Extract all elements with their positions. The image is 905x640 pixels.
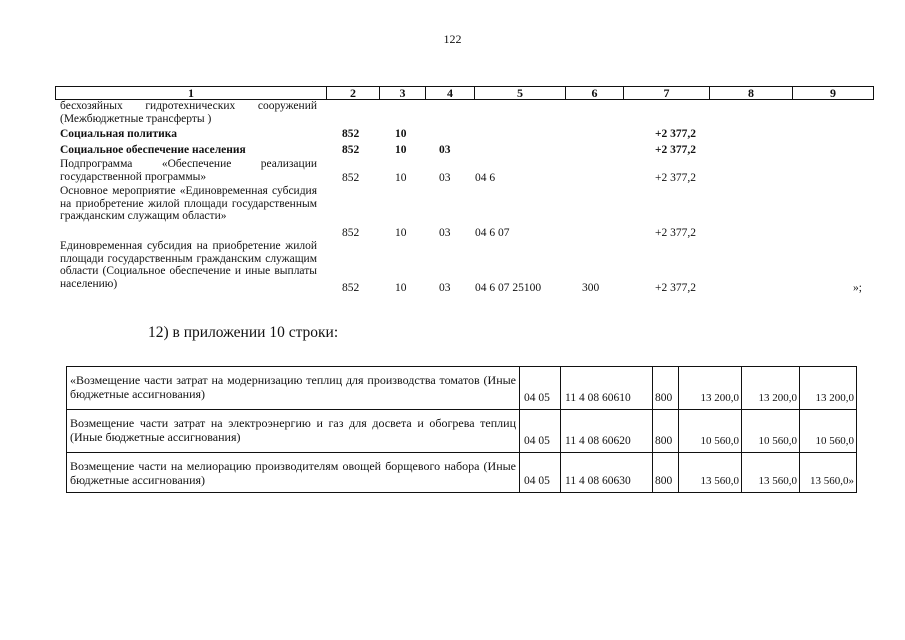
table2-value3-text: 10 560,0 (815, 435, 854, 447)
table2 (66, 366, 857, 493)
table2-cell-value1 (679, 453, 742, 492)
table2-desc-text: Возмещение части на мелиорацию производителям овощей борщевого набора (Иные бюджетные ассигнования) (70, 459, 516, 487)
table1-row-desc: бесхозяйных гидротехнических сооружений (Межбюджетные трансферты ) (60, 100, 317, 125)
table2-section-text: 04 05 (524, 392, 550, 404)
table2-desc-text: «Возмещение части затрат на модернизацию теплиц для производства томатов (Иные бюджетные ассигнования) (70, 373, 516, 401)
table2-row (67, 453, 856, 492)
section-heading: 12) в приложении 10 строки: (148, 324, 339, 341)
table1-cell-col7: +2 377,2 (655, 282, 696, 294)
table2-code-text: 11 4 08 60630 (565, 475, 631, 487)
table1-cell-col4: 03 (439, 172, 451, 184)
table2-value3-text: 13 200,0 (815, 392, 854, 404)
table1-row-desc: Единовременная субсидия на приобретение жилой площади государственным гражданским служащим области (Социальное обеспечение и иные выплаты населению) (60, 240, 317, 290)
table1-cell-col2: 852 (342, 227, 360, 239)
table2-value1-text: 10 560,0 (700, 435, 739, 447)
table1-cell-col2: 852 (342, 282, 360, 294)
table1-cell-col7: +2 377,2 (655, 227, 696, 239)
table2-code-text: 11 4 08 60620 (565, 435, 631, 447)
table1-cell-col7: +2 377,2 (655, 128, 697, 140)
table1-cell-col7: +2 377,2 (655, 172, 696, 184)
table2-cell-value3 (800, 410, 856, 452)
table2-code-text: 11 4 08 60610 (565, 392, 631, 404)
table2-cell-desc (67, 367, 520, 409)
table1-cell-col2: 852 (342, 172, 360, 184)
table1-cell-col4: 03 (439, 144, 451, 156)
table2-cell-section (520, 453, 561, 492)
page-number: 122 (443, 32, 462, 46)
table1-cell-col3: 10 (395, 144, 407, 156)
table2-value1-text: 13 560,0 (700, 475, 739, 487)
table2-value1-text: 13 200,0 (700, 392, 739, 404)
table1-header-col7: 7 (663, 86, 670, 100)
table1-row-desc: Подпрограмма «Обеспечение реализации государственной программы» (60, 158, 317, 183)
table2-row (67, 367, 856, 409)
table1-row-desc: Основное мероприятие «Единовременная субсидия на приобретение жилой площади государственным гражданским служащим области» (60, 185, 317, 222)
table1-header-row (55, 86, 874, 100)
table1-row-desc: Социальная политика (60, 128, 177, 140)
table2-type-text: 800 (655, 435, 673, 447)
table2-value2-text: 13 200,0 (758, 392, 797, 404)
table2-cell-desc (67, 453, 520, 492)
table2-row (67, 410, 856, 452)
table1-cell-col2: 852 (342, 128, 360, 140)
table2-cell-type (653, 367, 679, 409)
table1-end-mark: »; (853, 282, 862, 294)
table1-cell-col6: 300 (582, 282, 600, 294)
table1-cell-col5: 04 6 (475, 172, 496, 184)
table1-header-col1: 1 (188, 86, 194, 100)
table2-cell-value2 (742, 410, 800, 452)
table2-section-text: 04 05 (524, 435, 550, 447)
table2-cell-code (561, 453, 653, 492)
table1-cell-col7: +2 377,2 (655, 144, 697, 156)
table2-cell-type (653, 453, 679, 492)
table2-cell-value1 (679, 410, 742, 452)
table1-cell-col4: 03 (439, 227, 451, 239)
table2-value2-text: 10 560,0 (758, 435, 797, 447)
table1-cell-col4: 03 (439, 282, 451, 294)
table2-desc-text: Возмещение части затрат на электроэнергию и газ для досвета и обогрева теплиц (Иные бюджетные ассигнования) (70, 416, 516, 444)
table2-cell-code (561, 367, 653, 409)
table1-cell-col3: 10 (395, 172, 407, 184)
table1-cell-col3: 10 (395, 227, 407, 239)
table2-cell-value1 (679, 367, 742, 409)
table2-type-text: 800 (655, 475, 673, 487)
table1-header-col3: 3 (399, 86, 406, 100)
table1-header-col6: 6 (591, 86, 598, 100)
table1-cell-col3: 10 (395, 282, 407, 294)
table2-value3-text: 13 560,0» (810, 475, 854, 487)
table2-cell-value2 (742, 367, 800, 409)
table2-cell-value3 (800, 453, 856, 492)
table2-cell-value2 (742, 453, 800, 492)
table1-header-col9: 9 (830, 86, 836, 100)
table1-header-col4: 4 (447, 86, 453, 100)
table2-cell-code (561, 410, 653, 452)
table1-row-desc: Социальное обеспечение населения (60, 144, 246, 156)
table2-type-text: 800 (655, 392, 673, 404)
table1-cell-col5: 04 6 07 25100 (475, 282, 542, 294)
table2-cell-type (653, 410, 679, 452)
table2-cell-desc (67, 410, 520, 452)
table2-value2-text: 13 560,0 (758, 475, 797, 487)
table1-cell-col2: 852 (342, 144, 360, 156)
table1-header-col2: 2 (350, 86, 356, 100)
table1-header-col8: 8 (748, 86, 754, 100)
table2-section-text: 04 05 (524, 475, 550, 487)
table2-cell-section (520, 410, 561, 452)
table2-cell-section (520, 367, 561, 409)
table1-cell-col3: 10 (395, 128, 407, 140)
table1-header-col5: 5 (517, 86, 523, 100)
table2-cell-value3 (800, 367, 856, 409)
table1-cell-col5: 04 6 07 (475, 227, 510, 239)
